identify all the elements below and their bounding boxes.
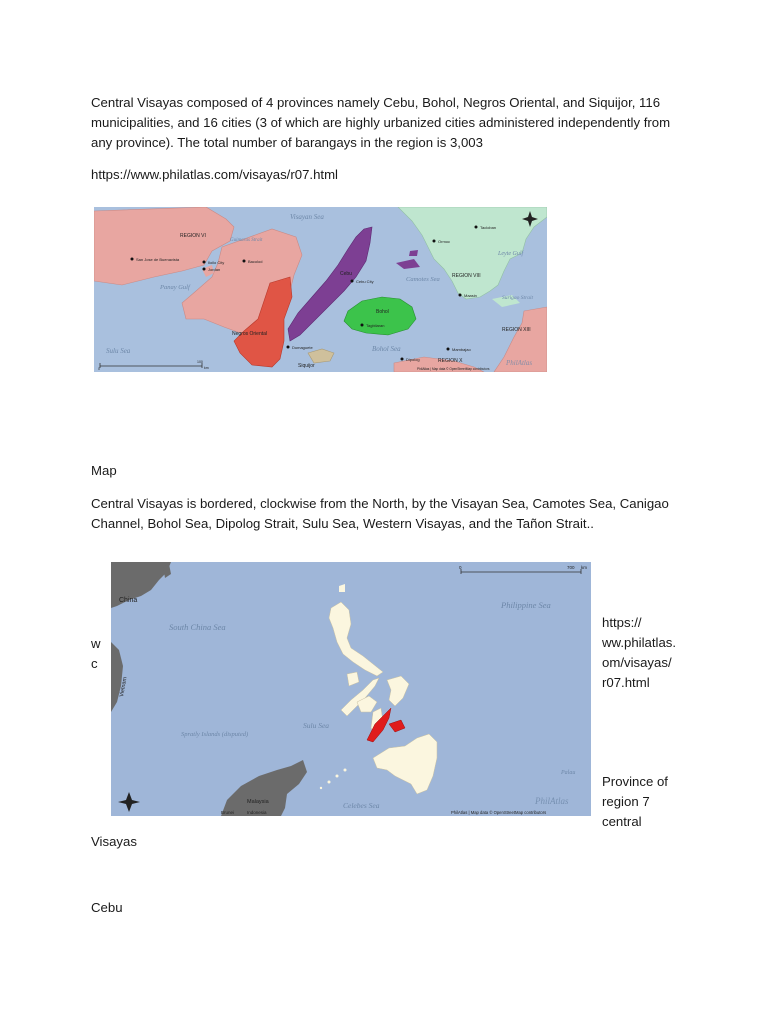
map1-sea-label: Panay Gulf — [160, 284, 190, 291]
map1-city-label: Bacolod — [248, 259, 263, 264]
map1-region-label: REGION VIII — [452, 273, 481, 279]
map2-label: Sulu Sea — [303, 721, 330, 730]
svg-text:0: 0 — [98, 367, 100, 371]
svg-text:700: 700 — [567, 565, 575, 570]
intro-paragraph: Central Visayas composed of 4 provinces namely Cebu, Bohol, Negros Oriental, and Siquijor, 116 municipalities, and 16 cities (3 of which are highly urbanized cities administered independently from any province). The total number of barangays in the region is 3,003 — [91, 95, 671, 150]
side-fragment-w: w — [91, 636, 101, 651]
side-caption-line: central — [602, 814, 642, 829]
side-url-line: https:// — [602, 615, 642, 630]
source-url-1[interactable]: https://www.philatlas.com/visayas/r07.html — [91, 167, 338, 182]
map2-brand: PhilAtlas — [535, 796, 569, 806]
philippines-map — [111, 562, 591, 816]
border-paragraph: Central Visayas is bordered, clockwise from the North, by the Visayan Sea, Camotes Sea, Canigao Channel, Bohol Sea, Dipolog Strait, Sulu Sea, Western Visayas, and the Tañon Strait.. — [91, 496, 669, 531]
map1-city-label: Ormoc — [438, 239, 450, 244]
map1-sea-label: Visayan Sea — [290, 213, 324, 221]
heading-cebu: Cebu — [91, 900, 123, 915]
map1-brand: PhilAtlas — [506, 359, 533, 367]
map1-region-label: REGION VI — [180, 233, 206, 239]
map1-province-label: Negros Oriental — [232, 331, 268, 337]
map1-attribution: PhilAtlas | Map data © OpenStreetMap contributors — [417, 367, 490, 371]
map1-sea-label: Guimaras Strait — [230, 238, 263, 243]
map1-province-label: Cebu — [340, 271, 352, 277]
map1-sea-label: Bohol Sea — [372, 345, 401, 353]
map1-city-label: Dumaguete — [292, 345, 313, 350]
side-caption-line: region 7 — [602, 794, 650, 809]
map2-label: China — [119, 597, 138, 604]
map1-city-label: Maasin — [464, 293, 477, 298]
side-url-line: om/visayas/ — [602, 655, 672, 670]
svg-text:km: km — [581, 565, 587, 570]
map1-sea-label: Sulu Sea — [106, 347, 131, 355]
map2-label: Malaysia — [247, 799, 269, 805]
map1-city-label: Cebu City — [356, 279, 374, 284]
map2-label: Brunei — [221, 810, 235, 815]
map1-region-label: REGION XIII — [502, 327, 531, 333]
heading-map: Map — [91, 463, 117, 478]
map2-label: Celebes Sea — [343, 801, 380, 810]
side-fragment-c: c — [91, 656, 98, 671]
map1-city-label: Dipolog — [406, 357, 420, 362]
map2-label: Palau — [561, 770, 576, 776]
map1-city-label: Mambajao — [452, 347, 471, 352]
svg-text:0: 0 — [459, 565, 462, 570]
map2-label: Vietnam — [119, 676, 129, 698]
side-caption-line: Province of — [602, 774, 668, 789]
map1-province-label: Bohol — [376, 309, 389, 315]
map2-label: Indonesia — [247, 810, 267, 815]
map1-region-label: REGION X — [438, 358, 463, 364]
map1-city-label: Jordan — [208, 267, 221, 272]
caption-end: Visayas — [91, 834, 137, 849]
map2-label: Spratly Islands (disputed) — [181, 731, 249, 738]
side-url[interactable] — [602, 613, 692, 693]
map1-city-label: Tacloban — [480, 225, 497, 230]
map2-label: Philippine Sea — [501, 600, 551, 610]
map1-city-label: Iloilo City — [208, 260, 225, 265]
map1-sea-label: Camotes Sea — [406, 276, 440, 283]
side-caption — [602, 772, 692, 832]
side-url-line: ww.philatlas. — [602, 635, 677, 650]
central-visayas-map — [94, 207, 547, 372]
map2-attribution: PhilAtlas | Map data © OpenStreetMap contributors — [451, 810, 547, 815]
svg-text:km: km — [204, 366, 209, 370]
map1-city-label: San Jose de Buenavista — [136, 257, 180, 262]
side-url-line: r07.html — [602, 675, 650, 690]
svg-text:100: 100 — [197, 360, 203, 364]
map1-province-label: Siquijor — [298, 363, 315, 369]
map1-sea-label: Leyte Gulf — [498, 251, 524, 257]
map2-label: South China Sea — [169, 622, 226, 632]
map1-sea-label: Surigao Strait — [502, 295, 534, 301]
map1-city-label: Tagbilaran — [366, 323, 385, 328]
